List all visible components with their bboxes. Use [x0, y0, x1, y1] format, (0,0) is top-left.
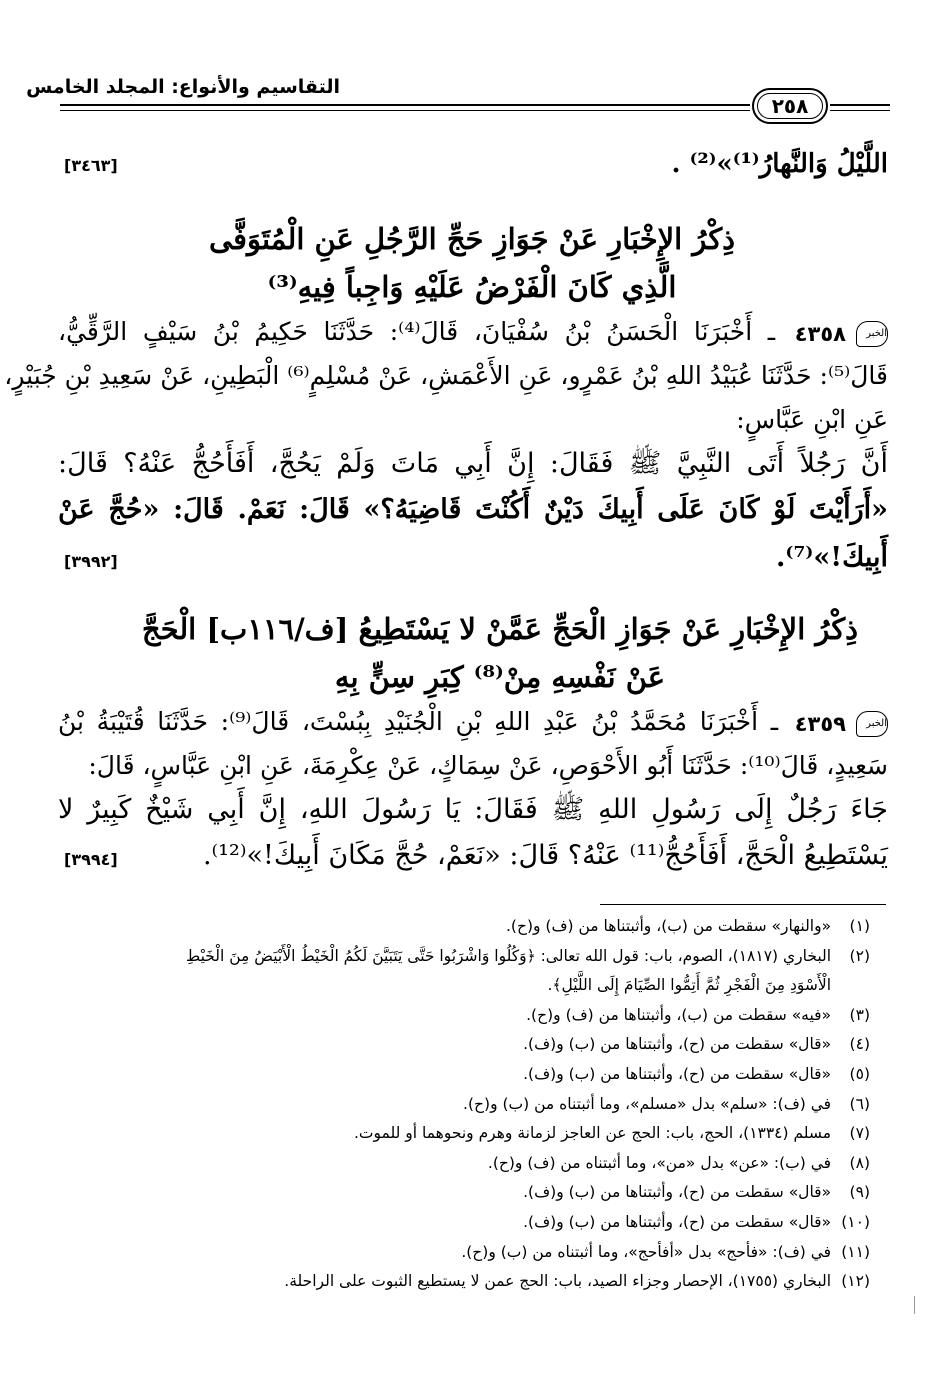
footnote: [100, 912, 870, 941]
section-heading-2-line-2: عَنْ نَفْسِهِ مِنْ⁽⁸⁾ كِبَرِ سِنٍّ بِهِ: [334, 660, 666, 694]
reference-number: [٣٩٩٤]: [64, 850, 118, 869]
footnote: [100, 1090, 870, 1119]
footnote-text: «والنهار» سقطت من (ب)، وأثبتناها من (ف) و(ح).: [505, 917, 836, 935]
footnote-number: (١٢): [841, 1272, 870, 1291]
matn-4358-line-2: «أَرَأَيْتَ لَوْ كَانَ عَلَى أَبِيكَ دَيْنٌ أَكُنْتَ قَاضِيَهُ؟» قَالَ: نَعَمْ. قَالَ: «حُجَّ عَنْ: [58, 494, 888, 525]
hadith-number: ٤٣٥٩: [794, 711, 846, 736]
header-rule: [60, 104, 750, 106]
footnote-text: «فيه» سقطت من (ب)، وأثبتناها من (ف) و(ح).: [526, 1005, 836, 1024]
footnote-rule: [600, 904, 886, 905]
footnote-text: «قال» سقطت من (ح)، وأثبتناها من (ب) و(ف).: [523, 1035, 836, 1054]
hadith-4359-line-1: الخبر٤٣٥٩ ـ أَخْبَرَنَا مُحَمَّدُ بْنُ عَبْدِ اللهِ بْنِ الْجُنَيْدِ بِبُسْتَ، قَالَ⁽⁹⁾: حَدَّثَنَا قُتَيْبَةُ بْنُ: [58, 700, 888, 746]
matn-4359-line-2: يَسْتَطِيعُ الْحَجَّ، أَفَأَحُجُّ⁽¹¹⁾ عَنْهُ؟ قَالَ: «نَعَمْ، حُجَّ مَكَانَ أَبِيكَ!»⁽¹²⁾.: [202, 840, 888, 871]
footnote-text: البخاري (١٨١٧)، الصوم، باب: قول الله تعالى: ﴿وَكُلُوا وَاشْرَبُوا حَتَّى يَتَبَيَّنَ لَكُمُ الْخَيْطُ الْأَبْيَضُ مِنَ الْخَيْطِ: [185, 946, 836, 965]
footnote: [100, 1238, 870, 1267]
page-number: ٢٥٨: [752, 88, 828, 124]
hadith-badge-icon: الخبر: [856, 321, 888, 347]
matn-4358-line-1: أَنَّ رَجُلاً أَتَى النَّبِيَّ ﷺ فَقَالَ: إِنَّ أَبِي مَاتَ وَلَمْ يَحُجَّ، أَفَأَحُجُّ عَنْهُ؟ قَالَ:: [58, 448, 888, 479]
section-heading-2-line-1: ذِكْرُ الإِخْبَارِ عَنْ جَوَازِ الْحَجِّ عَمَّنْ لا يَسْتَطِيعُ [ف/١١٦ب] الْحَجَّ: [141, 612, 859, 646]
footnote-number: (٢): [849, 946, 870, 965]
footnote-text: «قال» سقطت من (ح)، وأثبتناها من (ب) و(ف).: [523, 1213, 836, 1231]
footnote-text: «قال» سقطت من (ح)، وأثبتناها من (ب) و(ف).: [523, 1065, 836, 1083]
footnote: [100, 1208, 870, 1237]
footnote-text: «قال» سقطت من (ح)، وأثبتناها من (ب) و(ف).: [523, 1183, 836, 1202]
footnote: [100, 1001, 870, 1030]
header-rule: [830, 104, 890, 106]
footnote-text: في (ف): «سلم» بدل «مسلم»، وما أثبتناه من (ب) و(ح).: [463, 1094, 836, 1113]
footnote-text: في (ف): «فأحج» بدل «أفأحج»، وما أثبتناه من (ب) و(ح).: [461, 1242, 836, 1261]
footnote-number: (١١): [841, 1242, 870, 1261]
reference-number: [٣٤٦٣]: [64, 156, 118, 175]
hadith-4359-line-2: سَعِيدٍ، قَالَ⁽¹⁰⁾: حَدَّثَنَا أَبُو الأَحْوَصِ، عَنْ سِمَاكٍ، عَنْ عِكْرِمَةَ، عَنِ ابْنِ عَبَّاسٍ، قَالَ:: [88, 751, 888, 780]
section-heading-1-line-1: ذِكْرُ الإِخْبَارِ عَنْ جَوَازِ حَجِّ الرَّجُلِ عَنِ الْمُتَوَفَّى: [208, 222, 736, 256]
footnote: [100, 971, 870, 1000]
continuation-line: اللَّيْلُ وَالنَّهارُ⁽¹⁾»⁽²⁾ .: [671, 149, 888, 179]
footnote: [100, 1119, 870, 1148]
footnote-number: (٣): [849, 1005, 870, 1024]
footnote: [100, 1267, 870, 1296]
reference-number: [٣٩٩٢]: [64, 552, 118, 571]
hadith-4358-line-1: الخبر٤٣٥٨ ـ أَخْبَرَنَا الْحَسَنُ بْنُ سُفْيَانَ، قَالَ⁽⁴⁾: حَدَّثَنَا حَكِيمُ بْنُ سَيْفٍ الرَّقِّيُّ،: [58, 310, 888, 356]
hadith-number: ٤٣٥٨: [794, 321, 846, 346]
footnote: [100, 1030, 870, 1059]
footnote: [100, 942, 870, 971]
footnote: [100, 1149, 870, 1178]
header-rule: [830, 110, 890, 111]
footnote-number: (١): [849, 917, 870, 935]
footnote-number: (٤): [849, 1035, 870, 1054]
footnote-number: (٧): [849, 1124, 870, 1143]
footnote-number: (٩): [849, 1183, 870, 1202]
footnote: [100, 1178, 870, 1207]
footnote-text: البخاري (١٧٥٥)، الإحصار وجزاء الصيد، باب: الحج عمن لا يستطيع الثبوت على الراحلة.: [284, 1272, 836, 1291]
scan-edge-mark: [914, 1296, 915, 1314]
matn-4359-line-1: جَاءَ رَجُلٌ إِلَى رَسُولِ اللهِ ﷺ فَقَالَ: يَا رَسُولَ اللهِ، إِنَّ أَبِي شَيْخٌ كَبِيرٌ لا: [58, 794, 888, 825]
running-title: التقاسيم والأنواع: المجلد الخامس: [26, 76, 340, 98]
footnote-text: مسلم (١٣٣٤)، الحج، باب: الحج عن العاجز لزمانة وهرم ونحوهما أو للموت.: [354, 1124, 836, 1143]
footnote-text: في (ب): «عن» بدل «من»، وما أثبتناه من (ف) و(ح).: [487, 1153, 836, 1172]
footnote-number: (٨): [849, 1153, 870, 1172]
matn-4358-line-3: أَبِيكَ!»⁽⁷⁾.: [776, 542, 888, 573]
hadith-4358-line-2: قَالَ⁽⁵⁾: حَدَّثَنَا عُبَيْدُ اللهِ بْنُ عَمْرٍو، عَنِ الأَعْمَشِ، عَنْ مُسْلِمٍ⁽⁶⁾ الْبَطِينِ، عَنْ سَعِيدِ بْنِ جُبَيْرٍ،: [4, 361, 888, 390]
footnote-number: (١٠): [841, 1213, 870, 1231]
footnote-number: (٦): [849, 1094, 870, 1113]
hadith-4358-line-3: عَنِ ابْنِ عَبَّاسٍ:: [736, 405, 888, 434]
hadith-badge-icon: الخبر: [856, 711, 888, 737]
footnote-number: (٥): [849, 1065, 870, 1083]
footnote: [100, 1060, 870, 1089]
section-heading-1-line-2: الَّذِي كَانَ الْفَرْضُ عَلَيْهِ وَاجِباً فِيهِ⁽³⁾: [267, 270, 677, 304]
footnote-text: الْأَسْوَدِ مِنَ الْفَجْرِ ثُمَّ أَتِمُّوا الصِّيَامَ إِلَى اللَّيْلِ﴾.: [547, 976, 836, 995]
header-rule: [60, 110, 750, 111]
